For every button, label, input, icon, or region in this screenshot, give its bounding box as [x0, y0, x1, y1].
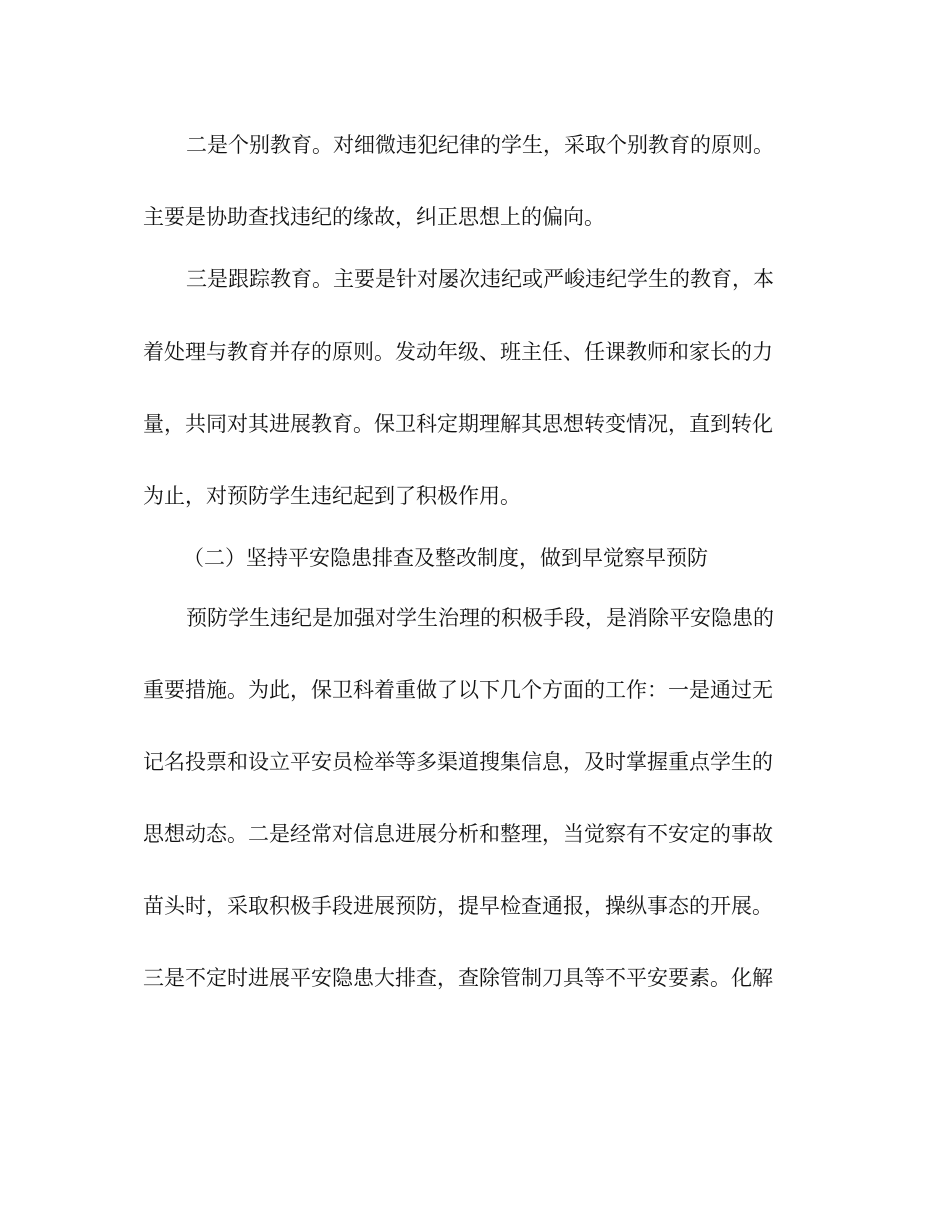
paragraph-line: 三是跟踪教育。主要是针对屡次违纪或严峻违纪学生的教育，本: [186, 267, 774, 291]
paragraph-line: 思想动态。二是经常对信息进展分析和整理，当觉察有不安定的事故: [143, 822, 773, 846]
paragraph-line: 预防学生违纪是加强对学生治理的积极手段，是消除平安隐患的: [186, 606, 774, 630]
paragraph-line: 量，共同对其进展教育。保卫科定期理解其思想转变情况，直到转化: [143, 412, 773, 436]
paragraph-line: 三是不定时进展平安隐患大排查，查除管制刀具等不平安要素。化解: [143, 966, 773, 990]
paragraph-line: 记名投票和设立平安员检举等多渠道搜集信息，及时掌握重点学生的: [143, 750, 773, 774]
paragraph-line: 二是个别教育。对细微违犯纪律的学生，采取个别教育的原则。: [186, 133, 774, 157]
paragraph-line: 为止，对预防学生违纪起到了积极作用。: [143, 484, 521, 508]
section-heading: （二）坚持平安隐患排查及整改制度，做到早觉察早预防: [183, 546, 708, 570]
paragraph-line: 主要是协助查找违纪的缘故，纠正思想上的偏向。: [143, 205, 605, 229]
paragraph-line: 重要措施。为此，保卫科着重做了以下几个方面的工作：一是通过无: [143, 678, 773, 702]
paragraph-line: 苗头时，采取积极手段进展预防，提早检查通报，操纵事态的开展。: [143, 894, 773, 918]
paragraph-line: 着处理与教育并存的原则。发动年级、班主任、任课教师和家长的力: [143, 340, 773, 364]
